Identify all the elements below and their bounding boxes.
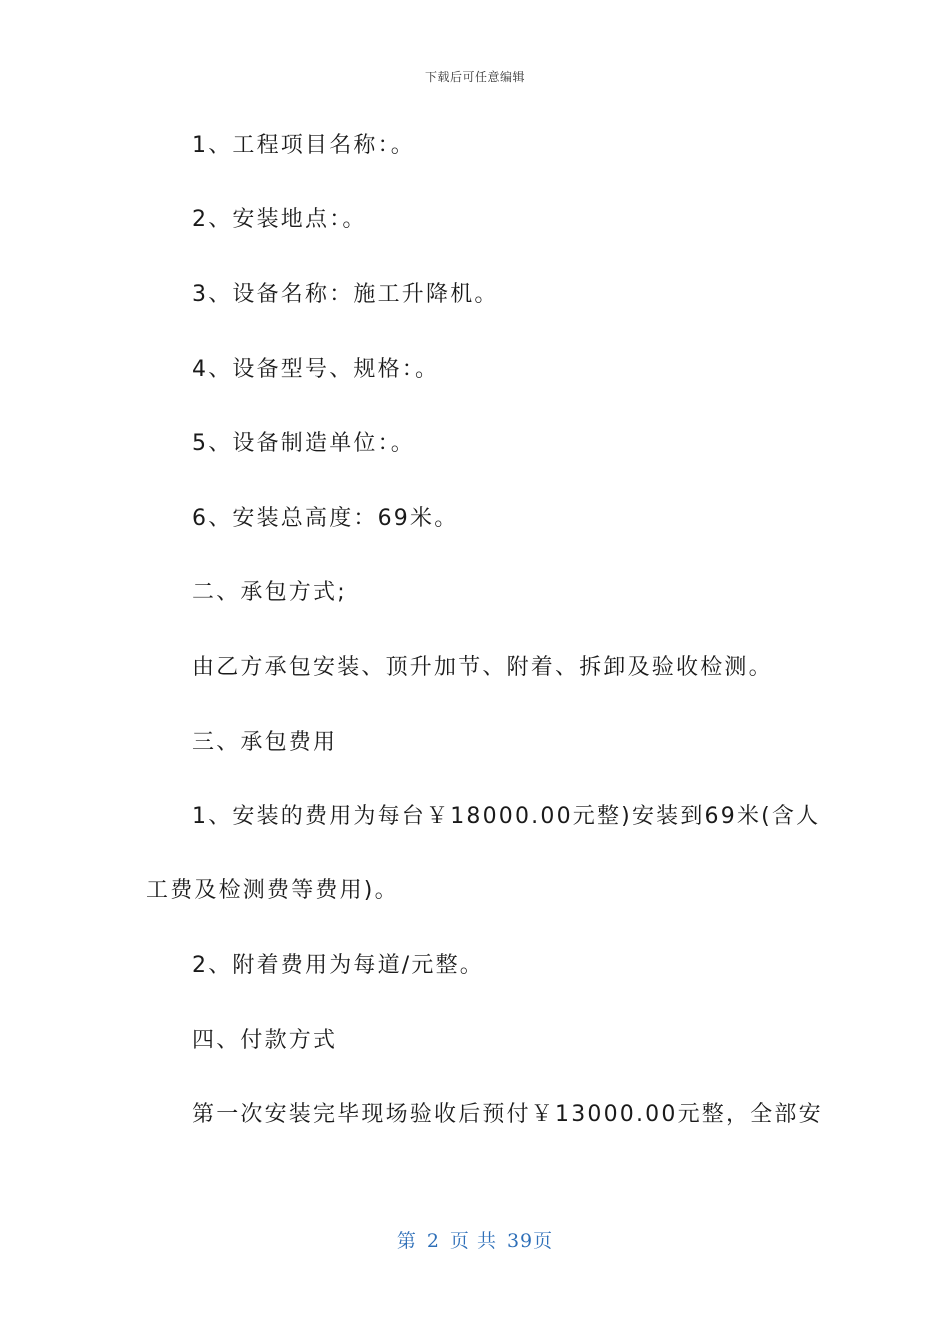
body-line-11: 工费及检测费等费用)。	[146, 878, 399, 903]
body-line-8: 由乙方承包安装、顶升加节、附着、拆卸及验收检测。	[192, 655, 773, 680]
body-line-12: 2、附着费用为每道/元整。	[192, 953, 485, 978]
body-line-14: 第一次安装完毕现场验收后预付￥13000.00元整，全部安	[192, 1102, 823, 1127]
body-line-6: 6、安装总高度：69米。	[192, 506, 459, 531]
footer-total-pages: 39	[506, 1230, 534, 1252]
section-heading-4: 四、付款方式	[192, 1028, 338, 1053]
footer-mid: 页 共	[449, 1230, 497, 1252]
footer-suffix: 页	[533, 1230, 554, 1252]
footer-prefix: 第	[396, 1230, 417, 1252]
body-line-2: 2、安装地点：。	[192, 207, 367, 232]
body-line-10: 1、安装的费用为每台￥18000.00元整)安装到69米(含人	[192, 804, 821, 829]
page-footer	[0, 1226, 950, 1253]
body-line-3: 3、设备名称：施工升降机。	[192, 282, 499, 307]
body-line-4: 4、设备型号、规格：。	[192, 357, 440, 382]
section-heading-2: 二、承包方式;	[192, 580, 347, 605]
section-heading-3: 三、承包费用	[192, 730, 338, 755]
body-line-1: 1、工程项目名称：。	[192, 133, 415, 158]
page-header: 下载后可任意编辑	[424, 70, 525, 84]
footer-page-number: 2	[426, 1230, 440, 1252]
body-line-5: 5、设备制造单位：。	[192, 431, 415, 456]
